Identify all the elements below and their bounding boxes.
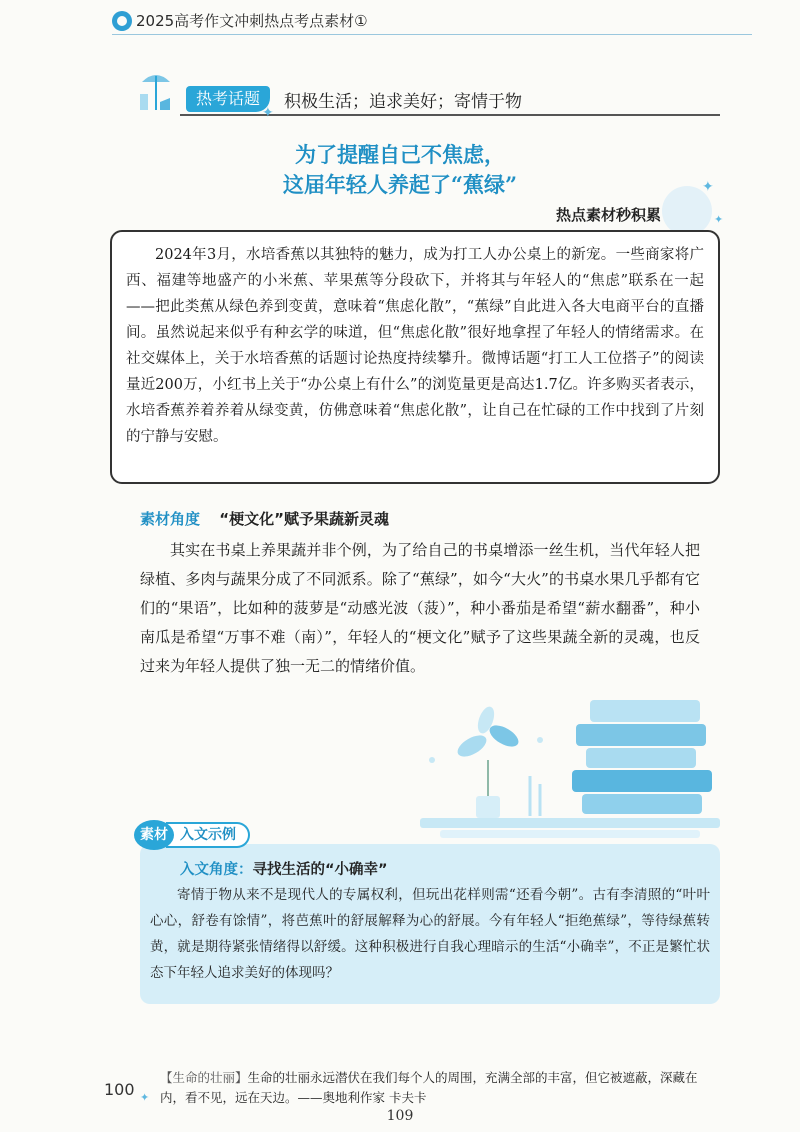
header-divider bbox=[112, 34, 752, 35]
headline-line-1: 为了提醒自己不焦虑， bbox=[295, 142, 505, 167]
topic-tag: 热考话题 bbox=[186, 86, 270, 112]
books-plant-illustration bbox=[400, 680, 740, 850]
scan-page-number: 109 bbox=[386, 1108, 414, 1124]
example-angle bbox=[180, 858, 388, 879]
angle-text: “梗文化”赋予果蔬新灵魂 bbox=[219, 510, 389, 528]
headline bbox=[150, 140, 650, 200]
topic-bar bbox=[130, 68, 720, 116]
example-paragraph: 寄情于物从来不是现代人的专属权利，但玩出花样则需“还看今朝”。古有李清照的“叶叶心心，舒卷有馀情”，将芭蕉叶的舒展解释为心的舒展。今有年轻人“拒绝蕉绿”，等待绿蕉转黄，就是期待紧张情绪得以舒缓。这种积极进行自我心理暗示的生活“小确幸”，不正是繁忙状态下年轻人追求美好的体现吗？ bbox=[150, 887, 710, 981]
header-title: 2025高考作文冲刺热点考点素材① bbox=[136, 12, 368, 30]
quote-text: 生命的壮丽永远潜伏在我们每个人的周围，充满全部的丰富，但它被遮蔽，深藏在内，看不见，远在天边。——奥地利作家 卡夫卡 bbox=[160, 1070, 698, 1105]
example-angle-label: 入文角度： bbox=[180, 862, 253, 878]
running-header bbox=[112, 8, 752, 38]
topic-divider bbox=[180, 114, 720, 116]
sparkle-icon: ✦ bbox=[140, 1091, 150, 1104]
material-box bbox=[110, 230, 720, 484]
material-angle bbox=[140, 508, 389, 529]
sparkle-icon: ✦ bbox=[262, 105, 274, 121]
headline-line-2: 这届年轻人养起了“蕉绿” bbox=[282, 172, 518, 197]
topic-text: 积极生活；追求美好；寄情于物 bbox=[284, 92, 522, 112]
footer-quote bbox=[160, 1068, 720, 1108]
sparkle-icon: ✦ bbox=[702, 179, 714, 195]
body-paragraph: 其实在书桌上养果蔬并非个例，为了给自己的书桌增添一丝生机，当代年轻人把绿植、多肉与蔬果分成了不同派系。除了“蕉绿”，如今“大火”的书桌水果几乎都有它们的“果语”，比如种的菠萝是“动感光波（菠）”，种小番茄是希望“薪水翻番”，种小南瓜是希望“万事不难（南）”，年轻人的“梗文化”赋予了这些果蔬全新的灵魂，也反过来为年轻人提供了独一无二的情绪价值。 bbox=[140, 541, 700, 675]
section-label: 热点素材秒积累 bbox=[556, 206, 662, 224]
sparkle-icon: ✦ bbox=[714, 213, 724, 226]
beach-umbrella-icon bbox=[138, 68, 174, 112]
example-tag-label: 入文示例 bbox=[166, 822, 250, 848]
example-angle-text: 寻找生活的“小确幸” bbox=[252, 862, 388, 878]
book-logo-icon bbox=[112, 11, 132, 31]
angle-label: 素材角度 bbox=[140, 510, 201, 528]
quote-title: 【生命的壮丽】 bbox=[160, 1070, 248, 1085]
example-tag-badge: 素材 bbox=[134, 820, 174, 850]
page-number: 100 bbox=[104, 1080, 135, 1099]
material-paragraph: 2024年3月，水培香蕉以其独特的魅力，成为打工人办公桌上的新宠。一些商家将广西、福建等地盛产的小米蕉、苹果蕉等分段砍下，并将其与年轻人的“焦虑”联系在一起——把此类蕉从绿色养到变黄，意味着“焦虑化散”，“蕉绿”自此进入各大电商平台的直播间。虽然说起来似乎有种玄学的味道，但“焦虑化散”很好地拿捏了年轻人的情绪需求。在社交媒体上，关于水培香蕉的话题讨论热度持续攀升。微博话题“打工人工位搭子”的阅读量近200万，小红书上关于“办公桌上有什么”的浏览量更是高达1.7亿。许多购买者表示，水培香蕉养着养着从绿变黄，仿佛意味着“焦虑化散”，让自己在忙碌的工作中找到了片刻的宁静与安慰。 bbox=[126, 247, 704, 445]
